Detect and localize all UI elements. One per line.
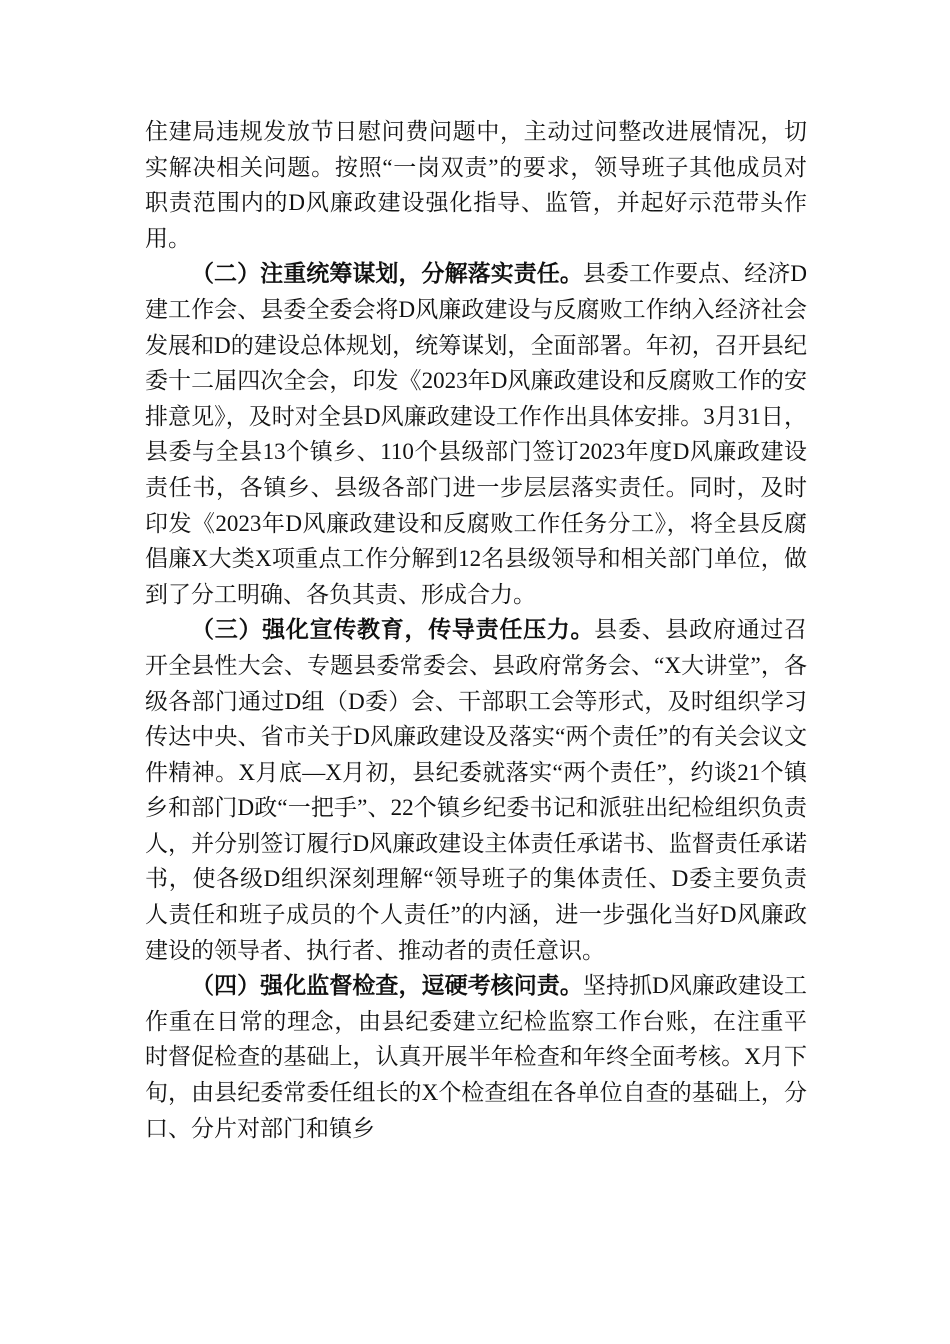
paragraph-body: 县委、县政府通过召开全县性大会、专题县委常委会、县政府常务会、“X大讲堂”，各级各部门通过D组（D委）会、干部职工会等形式，及时组织学习传达中央、省市关于D风廉政建设及落实“两个责任”的有关会议文件精神。X月底—X月初，县纪委就落实“两个责任”，约谈21个镇乡和部门D政“一把手”、22个镇乡纪委书记和派驻出纪检组织负责人，并分别签订履行D风廉政建设主体责任承诺书、监督责任承诺书，使各级D组织深刻理解“领导班子的集体责任、D委主要负责人责任和班子成员的个人责任”的内涵，进一步强化当好D风廉政建设的领导者、执行者、推动者的责任意识。 [145,617,808,963]
section-heading: （二）注重统筹谋划，分解落实责任。 [191,261,583,287]
paragraph-section-2 [145,256,807,612]
paragraph-continuation [145,114,807,256]
paragraph-body: 住建局违规发放节日慰问费问题中，主动过问整改进展情况，切实解决相关问题。按照“一岗双责”的要求，领导班子其他成员对职责范围内的D风廉政建设强化指导、监管，并起好示范带头作用。 [145,119,807,251]
paragraph-section-3 [145,612,807,968]
document-body [145,114,807,1146]
paragraph-section-4 [145,968,807,1146]
paragraph-body: 县委工作要点、经济D建工作会、县委全委会将D风廉政建设与反腐败工作纳入经济社会发展和D的建设总体规划，统筹谋划，全面部署。年初，召开县纪委十二届四次全会，印发《2023年D风廉政建设和反腐败工作的安排意见》，及时对全县D风廉政建设工作作出具体安排。3月31日，县委与全县13个镇乡、110个县级部门签订2023年度D风廉政建设责任书，各镇乡、县级各部门进一步层层落实责任。同时，及时印发《2023年D风廉政建设和反腐败工作任务分工》，将全县反腐倡廉X大类X项重点工作分解到12名县级领导和相关部门单位，做到了分工明确、各负其责、形成合力。 [145,261,807,607]
section-heading: （四）强化监督检查，逗硬考核问责。 [191,973,583,999]
section-heading: （三）强化宣传教育，传导责任压力。 [191,617,595,643]
paragraph-body: 坚持抓D风廉政建设工作重在日常的理念，由县纪委建立纪检监察工作台账，在注重平时督促检查的基础上，认真开展半年检查和年终全面考核。X月下旬，由县纪委常委任组长的X个检查组在各单位自查的基础上，分口、分片对部门和镇乡 [145,973,807,1141]
